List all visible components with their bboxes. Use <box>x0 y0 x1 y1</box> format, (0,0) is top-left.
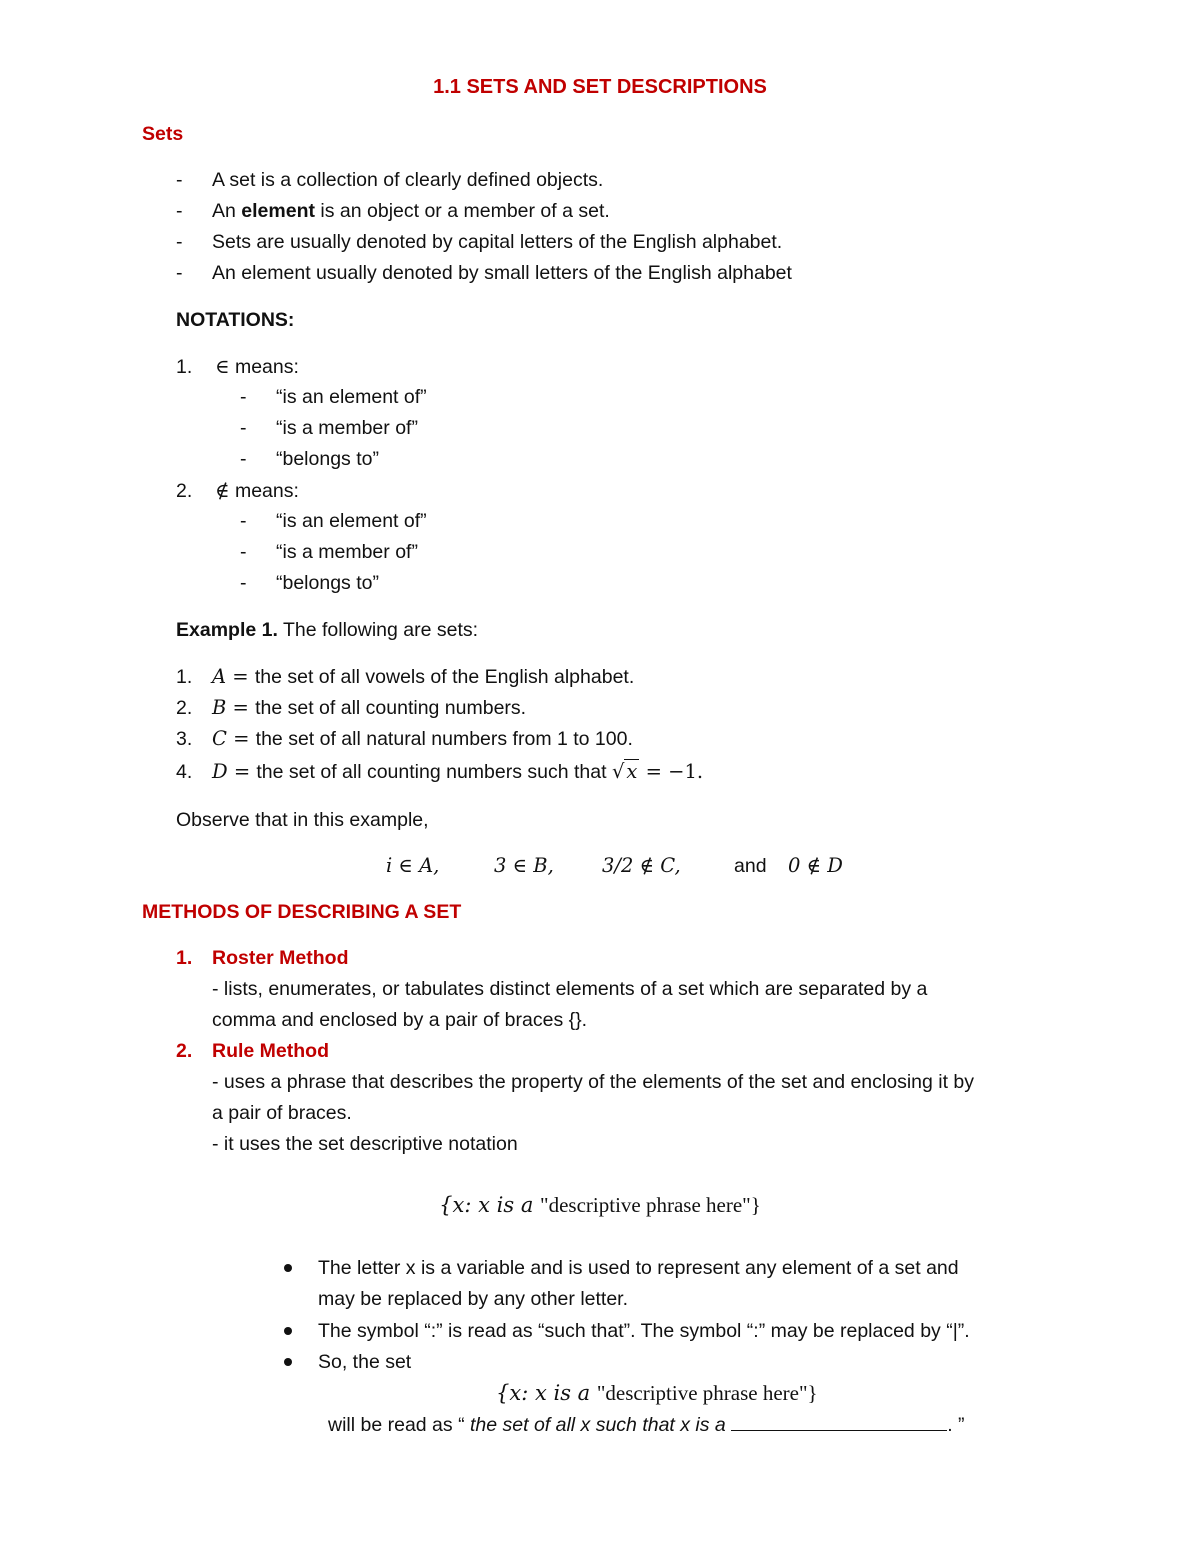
rule-bullet-1-line-1: The letter x is a variable and is used to represent any element of a set and <box>318 1257 959 1279</box>
example-item-3: 3. C = the set of all natural numbers from 1 to 100. <box>176 727 633 750</box>
observe-text: Observe that in this example, <box>176 809 429 831</box>
sets-heading: Sets <box>142 123 184 145</box>
sets-bullet-1: - A set is a collection of clearly defined objects. <box>176 169 604 191</box>
expr-4: 0 ∉ D <box>788 854 843 877</box>
element-term: element <box>241 200 315 222</box>
sets-bullet-3: - Sets are usually denoted by capital letters of the English alphabet. <box>176 231 783 253</box>
notation-1-meaning-1: - “is an element of” <box>240 386 427 408</box>
dash-marker: - <box>176 169 183 191</box>
not-element-of-symbol: ∉ <box>215 479 230 502</box>
rule-bullet-3: So, the set <box>318 1351 412 1373</box>
notation-1-meaning-2: - “is a member of” <box>240 417 418 439</box>
methods-heading: METHODS OF DESCRIBING A SET <box>142 901 462 923</box>
example-item-2: 2. B = the set of all counting numbers. <box>176 696 527 719</box>
sets-bullet-2: - An element is an object or a member of a set. <box>176 200 610 222</box>
notation-item-1: 1. ∈ means: <box>176 355 299 378</box>
rule-method-title: 2. Rule Method <box>176 1040 329 1062</box>
expr-3: 3/2 ∉ C, <box>602 854 681 877</box>
dash-marker: - <box>176 200 183 222</box>
expr-2: 3 ∈ B, <box>494 854 554 877</box>
notations-heading: NOTATIONS: <box>176 309 295 331</box>
sqrt-radicand: x <box>626 760 638 783</box>
fill-in-blank <box>731 1414 947 1431</box>
sqrt-symbol: √ <box>611 760 625 783</box>
bullet-dot <box>284 1264 292 1272</box>
set-builder-notation: {x: x is a "descriptive phrase here"} <box>439 1193 761 1217</box>
dash-marker: - <box>176 262 183 284</box>
example-item-1: 1. A = the set of all vowels of the English alphabet. <box>176 665 635 688</box>
notation-item-2: 2. ∉ means: <box>176 479 299 502</box>
roster-desc-line-2: comma and enclosed by a pair of braces {}. <box>212 1009 588 1031</box>
element-of-symbol: ∈ <box>215 355 230 378</box>
set-builder-notation-2: {x: x is a "descriptive phrase here"} <box>496 1381 818 1405</box>
example-item-4: 4. D = the set of all counting numbers such that √ x = −1. <box>176 760 704 783</box>
sets-bullet-4: - An element usually denoted by small letters of the English alphabet <box>176 262 792 284</box>
dash-marker: - <box>176 231 183 253</box>
and-word: and <box>734 855 767 877</box>
rule-bullet-2: The symbol “:” is read as “such that”. The symbol “:” may be replaced by “|”. <box>318 1320 970 1342</box>
example-1-heading: Example 1. The following are sets: <box>176 619 479 641</box>
notation-2-meaning-1: - “is an element of” <box>240 510 427 532</box>
rule-desc-line-1: - uses a phrase that describes the property of the elements of the set and enclosing it by <box>212 1071 975 1093</box>
notation-2-meaning-2: - “is a member of” <box>240 541 418 563</box>
rule-desc-line-3: - it uses the set descriptive notation <box>212 1133 518 1155</box>
roster-method-title: 1. Roster Method <box>176 947 349 969</box>
expr-1: i ∈ A, <box>386 854 440 877</box>
read-as-line: will be read as “ the set of all x such that x is a . ” <box>328 1414 965 1436</box>
rule-bullet-1-line-2: may be replaced by any other letter. <box>318 1288 629 1310</box>
bullet-dot <box>284 1358 292 1366</box>
page-title: 1.1 SETS AND SET DESCRIPTIONS <box>433 76 767 98</box>
notation-1-meaning-3: - “belongs to” <box>240 448 379 470</box>
roster-desc-line-1: - lists, enumerates, or tabulates distinct elements of a set which are separated by a <box>212 978 928 1000</box>
notation-2-meaning-3: - “belongs to” <box>240 572 379 594</box>
bullet-dot <box>284 1327 292 1335</box>
rule-desc-line-2: a pair of braces. <box>212 1102 352 1124</box>
